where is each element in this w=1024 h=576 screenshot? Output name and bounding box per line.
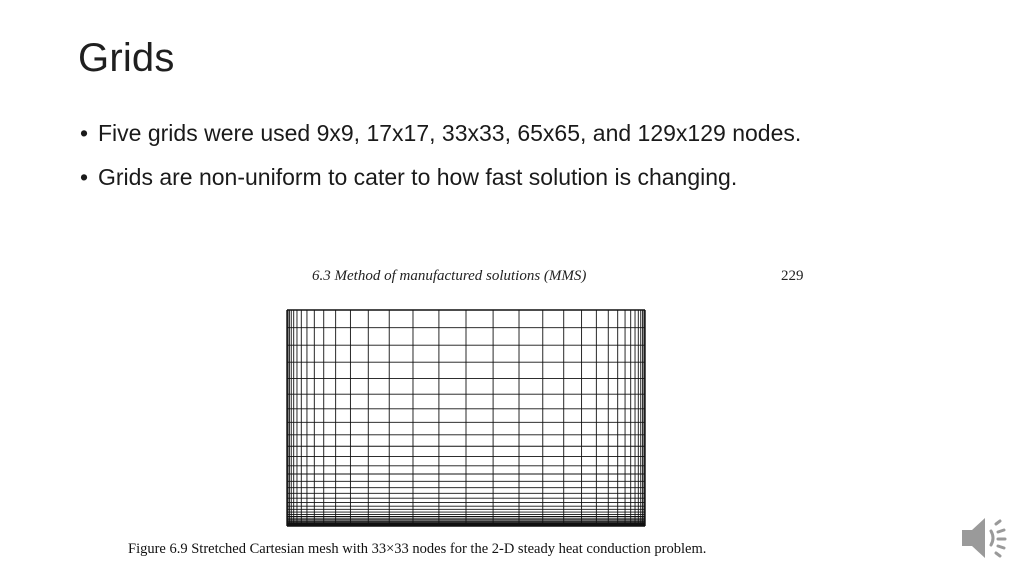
figure-image [120, 262, 820, 568]
bullet-marker: • [80, 164, 89, 190]
stretched-cartesian-mesh [286, 309, 646, 527]
bullet-list [78, 118, 978, 206]
bullet-item [78, 118, 978, 148]
slide-title: Grids [78, 36, 175, 80]
figure-page-number: 229 [781, 268, 804, 284]
bullet-marker: • [80, 120, 89, 146]
bullet-text: Grids are non-uniform to cater to how fast solution is changing. [98, 164, 738, 190]
figure-running-header: 6.3 Method of manufactured solutions (MMS) [312, 268, 587, 284]
figure-caption: Figure 6.9 Stretched Cartesian mesh with 33×33 nodes for the 2-D steady heat conduction problem. [128, 541, 707, 557]
speaker-icon[interactable] [958, 512, 1012, 564]
bullet-item [78, 162, 978, 192]
bullet-text: Five grids were used 9x9, 17x17, 33x33, 65x65, and 129x129 nodes. [98, 120, 802, 146]
